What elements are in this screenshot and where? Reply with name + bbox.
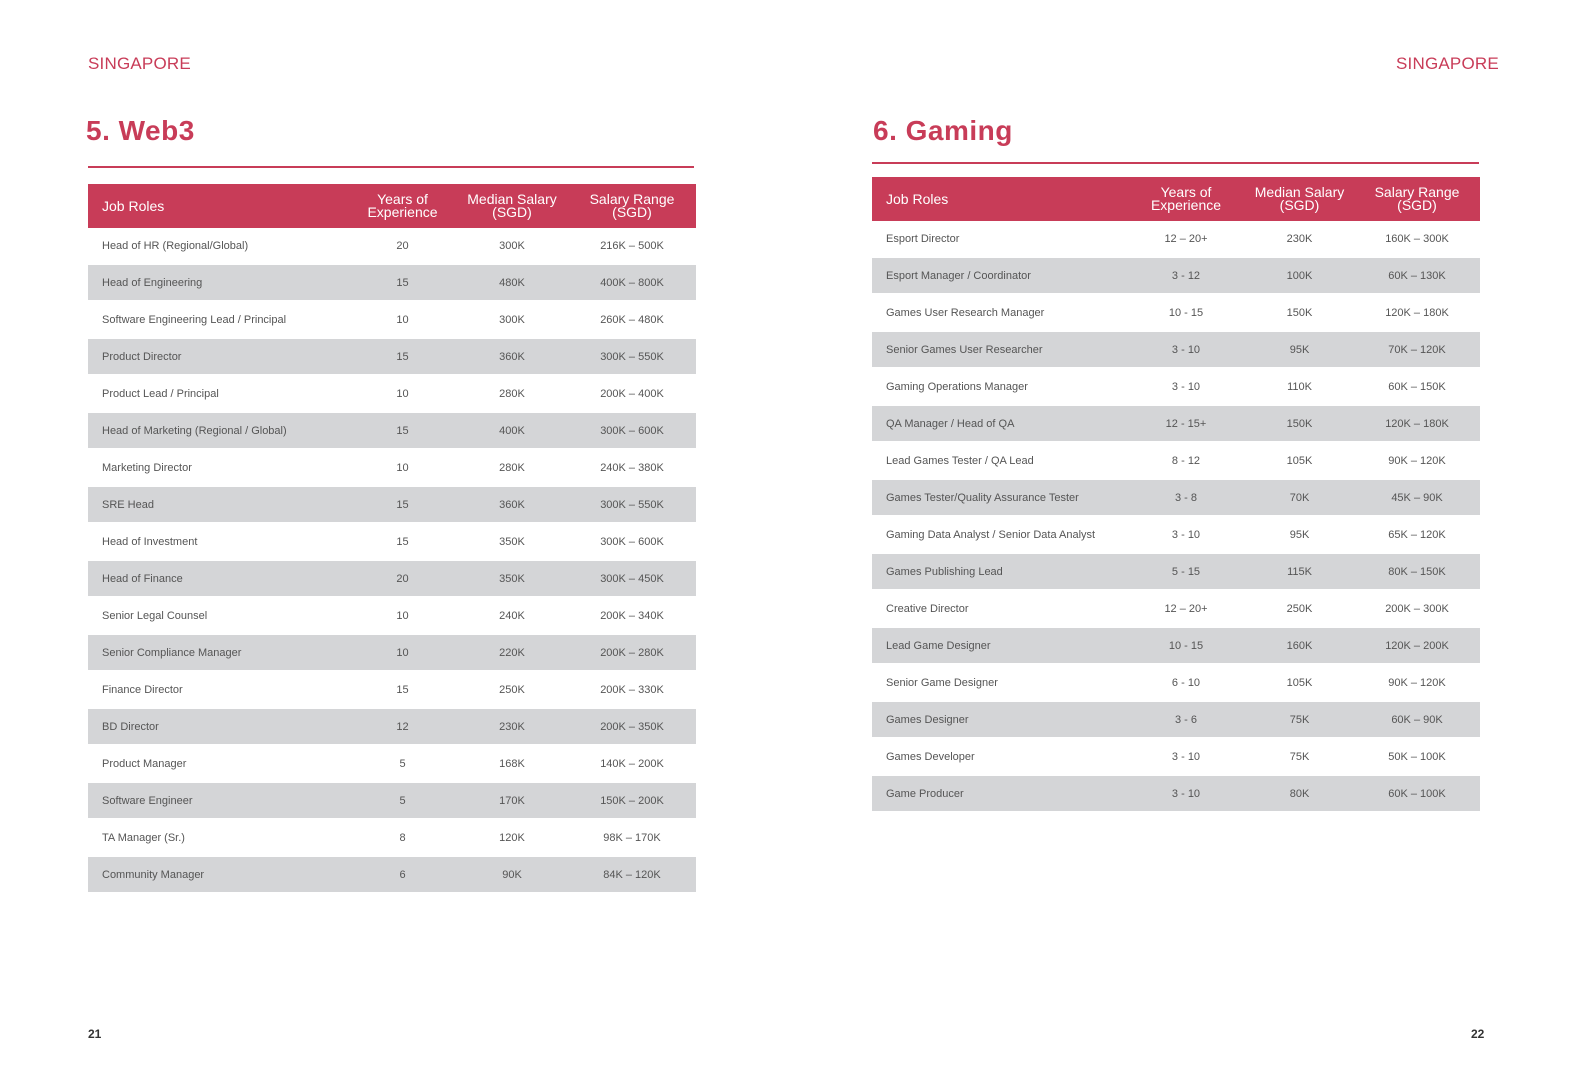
years-experience-cell: 15 <box>396 683 409 696</box>
table-row <box>872 701 1480 738</box>
job-role-cell: Head of Marketing (Regional / Global) <box>88 412 349 449</box>
salary-range-cell: 200K – 330K <box>600 683 664 696</box>
salary-range-cell: 216K – 500K <box>600 239 664 252</box>
job-role-cell: Head of HR (Regional/Global) <box>102 239 249 252</box>
median-salary-cell: 80K <box>1245 775 1354 812</box>
table-row <box>872 442 1480 479</box>
salary-range-cell: 60K – 90K <box>1354 701 1480 738</box>
years-experience-cell: 15 <box>349 338 456 375</box>
table-row <box>88 819 696 856</box>
median-salary-cell: 300K <box>499 313 525 326</box>
salary-range-cell: 200K – 300K <box>1385 602 1449 615</box>
years-experience-cell: 15 <box>349 412 456 449</box>
job-role-cell: Software Engineer <box>88 782 349 819</box>
salary-range-cell: 98K – 170K <box>603 831 661 844</box>
job-role-cell: Software Engineering Lead / Principal <box>102 313 287 326</box>
salary-range-cell: 200K – 350K <box>568 708 696 745</box>
table-row <box>88 228 696 264</box>
left-section-title: 5. Web3 <box>86 115 195 146</box>
median-salary-cell: 170K <box>456 782 568 819</box>
table-row <box>88 634 696 671</box>
median-salary-cell: 350K <box>499 535 525 548</box>
job-role-cell: Senior Compliance Manager <box>88 634 349 671</box>
table-row <box>88 449 696 486</box>
header-salary-range: Salary Range (SGD) <box>1354 177 1480 221</box>
table-header-row <box>88 184 696 228</box>
median-salary-cell: 360K <box>456 338 568 375</box>
salary-range-cell: 120K – 180K <box>1385 306 1449 319</box>
median-salary-cell: 95K <box>1289 528 1310 541</box>
salary-range-cell: 70K – 120K <box>1354 331 1480 368</box>
table-row <box>88 264 696 301</box>
web3-salary-table <box>88 184 696 894</box>
years-experience-cell: 5 - 15 <box>1127 553 1245 590</box>
years-experience-cell: 3 - 10 <box>1171 750 1201 763</box>
table-row <box>872 516 1480 553</box>
job-role-cell: Senior Legal Counsel <box>102 609 208 622</box>
salary-range-cell: 60K – 100K <box>1354 775 1480 812</box>
salary-range-cell: 300K – 550K <box>568 338 696 375</box>
years-experience-cell: 10 <box>396 387 409 400</box>
salary-range-cell: 84K – 120K <box>568 856 696 893</box>
job-role-cell: Games Tester/Quality Assurance Tester <box>872 479 1127 516</box>
salary-range-cell: 60K – 130K <box>1354 257 1480 294</box>
median-salary-cell: 90K <box>456 856 568 893</box>
job-role-cell: Product Lead / Principal <box>102 387 219 400</box>
right-section-title: 6. Gaming <box>873 115 1013 146</box>
years-experience-cell: 10 <box>349 634 456 671</box>
years-experience-cell: 3 - 12 <box>1127 257 1245 294</box>
header-median-salary: Median Salary (SGD) <box>1245 177 1354 221</box>
job-role-cell: TA Manager (Sr.) <box>102 831 185 844</box>
median-salary-cell: 220K <box>456 634 568 671</box>
salary-range-cell: 300K – 550K <box>568 486 696 523</box>
years-experience-cell: 8 <box>399 831 406 844</box>
median-salary-cell: 75K <box>1289 750 1310 763</box>
years-experience-cell: 3 - 8 <box>1127 479 1245 516</box>
table-row <box>88 745 696 782</box>
salary-range-cell: 90K – 120K <box>1388 676 1446 689</box>
median-salary-cell: 150K <box>1245 405 1354 442</box>
salary-range-cell: 300K – 450K <box>568 560 696 597</box>
years-experience-cell: 3 - 10 <box>1127 331 1245 368</box>
table-row <box>872 627 1480 664</box>
header-job-roles: Job Roles <box>88 184 349 228</box>
job-role-cell: Senior Game Designer <box>886 676 998 689</box>
median-salary-cell: 95K <box>1245 331 1354 368</box>
salary-range-cell: 300K – 600K <box>600 535 664 548</box>
median-salary-cell: 120K <box>499 831 525 844</box>
job-role-cell: BD Director <box>88 708 349 745</box>
salary-range-cell: 120K – 200K <box>1354 627 1480 664</box>
years-experience-cell: 8 - 12 <box>1171 454 1201 467</box>
median-salary-cell: 168K <box>499 757 525 770</box>
years-experience-cell: 5 <box>399 757 406 770</box>
years-experience-cell: 6 <box>349 856 456 893</box>
job-role-cell: Gaming Operations Manager <box>886 380 1028 393</box>
years-experience-cell: 10 <box>396 313 409 326</box>
years-experience-cell: 12 – 20+ <box>1164 602 1208 615</box>
table-row <box>872 405 1480 442</box>
years-experience-cell: 3 - 10 <box>1127 775 1245 812</box>
salary-range-cell: 45K – 90K <box>1354 479 1480 516</box>
left-country-label: SINGAPORE <box>88 54 191 73</box>
years-experience-cell: 12 – 20+ <box>1164 232 1208 245</box>
years-experience-cell: 10 <box>396 461 409 474</box>
median-salary-cell: 250K <box>499 683 525 696</box>
left-title-rule <box>88 166 694 168</box>
job-role-cell: Games Publishing Lead <box>872 553 1127 590</box>
table-row <box>872 590 1480 627</box>
table-row <box>872 479 1480 516</box>
salary-range-cell: 400K – 800K <box>568 264 696 301</box>
job-role-cell: Lead Game Designer <box>872 627 1127 664</box>
median-salary-cell: 280K <box>499 461 525 474</box>
table-header-row <box>872 177 1480 221</box>
years-experience-cell: 20 <box>349 560 456 597</box>
table-row <box>88 856 696 893</box>
salary-range-cell: 200K – 280K <box>568 634 696 671</box>
salary-range-cell: 65K – 120K <box>1388 528 1446 541</box>
table-row <box>88 708 696 745</box>
median-salary-cell: 300K <box>499 239 525 252</box>
median-salary-cell: 280K <box>499 387 525 400</box>
salary-range-cell: 90K – 120K <box>1388 454 1446 467</box>
left-page-number: 21 <box>88 1027 102 1041</box>
table-row <box>872 221 1480 257</box>
years-experience-cell: 6 - 10 <box>1171 676 1201 689</box>
years-experience-cell: 15 <box>396 535 409 548</box>
job-role-cell: Head of Engineering <box>88 264 349 301</box>
table-row <box>88 560 696 597</box>
table-row <box>872 775 1480 812</box>
table-row <box>88 486 696 523</box>
table-row <box>872 738 1480 775</box>
table-row <box>872 664 1480 701</box>
salary-range-cell: 150K – 200K <box>568 782 696 819</box>
years-experience-cell: 3 - 10 <box>1171 380 1201 393</box>
table-row <box>88 338 696 375</box>
job-role-cell: Games User Research Manager <box>886 306 1045 319</box>
header-salary-range: Salary Range (SGD) <box>568 184 696 228</box>
median-salary-cell: 480K <box>456 264 568 301</box>
median-salary-cell: 150K <box>1286 306 1313 319</box>
salary-range-cell: 240K – 380K <box>600 461 664 474</box>
table-row <box>88 412 696 449</box>
median-salary-cell: 230K <box>456 708 568 745</box>
median-salary-cell: 100K <box>1245 257 1354 294</box>
salary-range-cell: 200K – 400K <box>600 387 664 400</box>
job-role-cell: Finance Director <box>102 683 183 696</box>
right-page-number: 22 <box>1471 1027 1485 1041</box>
median-salary-cell: 75K <box>1245 701 1354 738</box>
median-salary-cell: 350K <box>456 560 568 597</box>
header-median-salary: Median Salary (SGD) <box>456 184 568 228</box>
salary-range-cell: 300K – 600K <box>568 412 696 449</box>
median-salary-cell: 105K <box>1286 676 1313 689</box>
table-row <box>88 301 696 338</box>
job-role-cell: Head of Finance <box>88 560 349 597</box>
median-salary-cell: 105K <box>1286 454 1313 467</box>
table-row <box>88 523 696 560</box>
salary-range-cell: 200K – 340K <box>600 609 664 622</box>
median-salary-cell: 400K <box>456 412 568 449</box>
years-experience-cell: 10 - 15 <box>1168 306 1204 319</box>
table-row <box>872 368 1480 405</box>
salary-range-cell: 140K – 200K <box>600 757 664 770</box>
header-job-roles: Job Roles <box>872 177 1127 221</box>
years-experience-cell: 15 <box>349 486 456 523</box>
job-role-cell: Marketing Director <box>102 461 192 474</box>
years-experience-cell: 15 <box>349 264 456 301</box>
salary-range-cell: 160K – 300K <box>1385 232 1449 245</box>
years-experience-cell: 10 <box>396 609 409 622</box>
median-salary-cell: 250K <box>1286 602 1313 615</box>
table-row <box>88 671 696 708</box>
job-role-cell: QA Manager / Head of QA <box>872 405 1127 442</box>
job-role-cell: Senior Games User Researcher <box>872 331 1127 368</box>
years-experience-cell: 12 - 15+ <box>1127 405 1245 442</box>
years-experience-cell: 3 - 6 <box>1127 701 1245 738</box>
salary-range-cell: 260K – 480K <box>600 313 664 326</box>
salary-range-cell: 60K – 150K <box>1388 380 1446 393</box>
job-role-cell: Esport Director <box>886 232 960 245</box>
right-title-rule <box>872 162 1479 164</box>
table-row <box>88 782 696 819</box>
job-role-cell: Gaming Data Analyst / Senior Data Analyst <box>886 528 1096 541</box>
table-row <box>872 553 1480 590</box>
salary-range-cell: 80K – 150K <box>1354 553 1480 590</box>
median-salary-cell: 160K <box>1245 627 1354 664</box>
median-salary-cell: 240K <box>499 609 525 622</box>
years-experience-cell: 12 <box>349 708 456 745</box>
job-role-cell: Esport Manager / Coordinator <box>872 257 1127 294</box>
years-experience-cell: 10 - 15 <box>1127 627 1245 664</box>
job-role-cell: Games Designer <box>872 701 1127 738</box>
table-row <box>872 257 1480 294</box>
years-experience-cell: 20 <box>396 239 409 252</box>
salary-range-cell: 120K – 180K <box>1354 405 1480 442</box>
job-role-cell: Community Manager <box>88 856 349 893</box>
table-row <box>88 375 696 412</box>
median-salary-cell: 110K <box>1287 380 1312 393</box>
right-country-label: SINGAPORE <box>1396 54 1499 73</box>
job-role-cell: Product Manager <box>102 757 187 770</box>
salary-range-cell: 50K – 100K <box>1388 750 1446 763</box>
median-salary-cell: 115K <box>1245 553 1354 590</box>
years-experience-cell: 3 - 10 <box>1171 528 1201 541</box>
table-row <box>88 597 696 634</box>
gaming-salary-table <box>872 177 1480 813</box>
job-role-cell: Creative Director <box>886 602 969 615</box>
job-role-cell: Games Developer <box>886 750 975 763</box>
job-role-cell: Lead Games Tester / QA Lead <box>886 454 1034 467</box>
job-role-cell: Game Producer <box>872 775 1127 812</box>
job-role-cell: Head of Investment <box>102 535 198 548</box>
years-experience-cell: 5 <box>349 782 456 819</box>
median-salary-cell: 230K <box>1286 232 1313 245</box>
header-years-experience: Years of Experience <box>1127 177 1245 221</box>
table-row <box>872 331 1480 368</box>
job-role-cell: Product Director <box>88 338 349 375</box>
median-salary-cell: 70K <box>1245 479 1354 516</box>
header-years-experience: Years of Experience <box>349 184 456 228</box>
job-role-cell: SRE Head <box>88 486 349 523</box>
median-salary-cell: 360K <box>456 486 568 523</box>
table-row <box>872 294 1480 331</box>
